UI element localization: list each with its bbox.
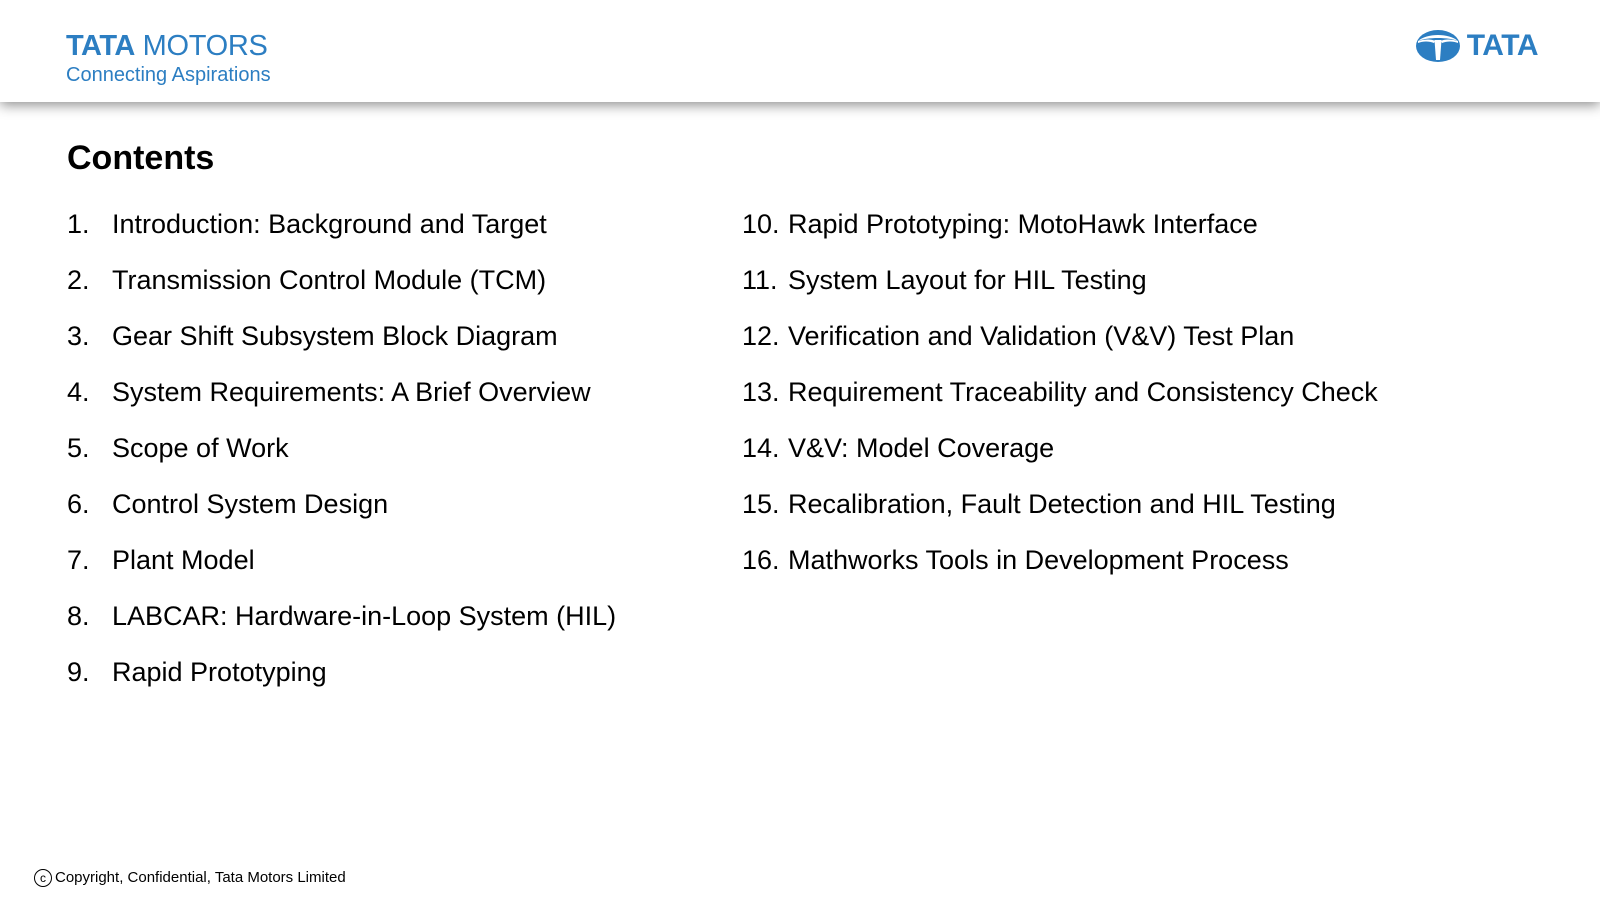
toc-item [742, 426, 1378, 482]
toc-item-number: 12. [742, 321, 780, 351]
page-title: Contents [67, 139, 215, 177]
toc-item-label: Scope of Work [112, 433, 289, 463]
toc-item-number: 1. [67, 209, 90, 239]
contents-list-right [742, 202, 1378, 594]
toc-item-label: Transmission Control Module (TCM) [112, 265, 547, 295]
toc-item-number: 6. [67, 489, 90, 519]
brand-name [66, 30, 271, 62]
toc-item-number: 4. [67, 377, 90, 407]
toc-item [67, 258, 616, 314]
toc-item-label: Requirement Traceability and Consistency Check [788, 377, 1378, 407]
tata-emblem-icon [1415, 29, 1461, 63]
toc-item [67, 202, 616, 258]
tata-wordmark: TATA [1466, 29, 1538, 62]
copyright-icon: c [34, 869, 52, 887]
toc-item [742, 538, 1378, 594]
toc-item [67, 650, 616, 706]
toc-item [742, 314, 1378, 370]
toc-item-label: System Layout for HIL Testing [788, 265, 1147, 295]
toc-item-label: Rapid Prototyping: MotoHawk Interface [788, 209, 1258, 239]
brand-name-bold: TATA [66, 30, 135, 62]
toc-item-label: Plant Model [112, 545, 255, 575]
toc-item-label: Gear Shift Subsystem Block Diagram [112, 321, 558, 351]
toc-item [67, 314, 616, 370]
slide-header [0, 0, 1600, 102]
tata-motors-logo [66, 30, 271, 87]
toc-item-label: LABCAR: Hardware-in-Loop System (HIL) [112, 601, 617, 631]
toc-item-number: 14. [742, 433, 780, 463]
toc-item-label: Recalibration, Fault Detection and HIL Testing [788, 489, 1336, 519]
slide-body [0, 102, 1600, 900]
toc-item [67, 594, 616, 650]
toc-item-number: 15. [742, 489, 780, 519]
toc-item [742, 258, 1378, 314]
toc-item-label: Verification and Validation (V&V) Test Plan [788, 321, 1295, 351]
toc-item-label: V&V: Model Coverage [788, 433, 1055, 463]
toc-item-label: Mathworks Tools in Development Process [788, 545, 1289, 575]
toc-item-number: 16. [742, 545, 780, 575]
toc-item-number: 9. [67, 657, 90, 687]
copyright-footer [34, 868, 346, 888]
brand-tagline: Connecting Aspirations [66, 64, 271, 86]
toc-item-label: Introduction: Background and Target [112, 209, 547, 239]
toc-item-number: 3. [67, 321, 90, 351]
toc-item [742, 202, 1378, 258]
toc-item [67, 370, 616, 426]
toc-item-number: 2. [67, 265, 90, 295]
toc-item [67, 426, 616, 482]
copyright-text: Copyright, Confidential, Tata Motors Limited [55, 869, 346, 886]
brand-name-rest: MOTORS [142, 30, 268, 62]
toc-item-number: 10. [742, 209, 780, 239]
toc-item-label: Control System Design [112, 489, 389, 519]
toc-item-number: 7. [67, 545, 90, 575]
toc-item-label: System Requirements: A Brief Overview [112, 377, 591, 407]
toc-item [67, 538, 616, 594]
toc-item-number: 11. [742, 265, 778, 295]
tata-logo [1415, 28, 1538, 64]
toc-item-number: 8. [67, 601, 90, 631]
toc-item [67, 482, 616, 538]
toc-item [742, 370, 1378, 426]
toc-item-number: 5. [67, 433, 90, 463]
contents-list-left [67, 202, 616, 706]
toc-item-number: 13. [742, 377, 780, 407]
toc-item [742, 482, 1378, 538]
toc-item-label: Rapid Prototyping [112, 657, 327, 687]
